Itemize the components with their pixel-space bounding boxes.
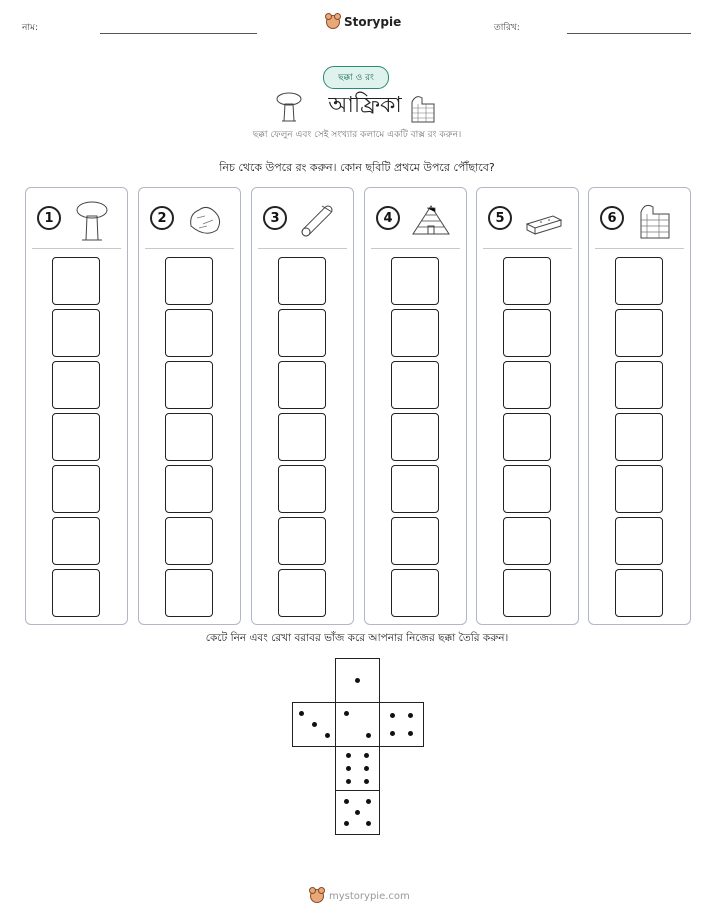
- date-label: তারিখ:: [494, 23, 520, 33]
- color-box[interactable]: [503, 517, 551, 565]
- column-header: [145, 198, 234, 249]
- column-number: 3: [263, 206, 287, 230]
- dice-face: [335, 790, 380, 835]
- stone-tower-icon: [406, 90, 440, 124]
- dice-face: [335, 658, 380, 703]
- dice-pip: [390, 713, 395, 718]
- column-header: [483, 198, 572, 249]
- color-box[interactable]: [52, 413, 100, 461]
- dice-face: [335, 702, 380, 747]
- color-box[interactable]: [165, 257, 213, 305]
- pyramid-icon: [411, 198, 451, 242]
- activity-tag: ছক্কা ও রং: [323, 66, 389, 89]
- column-number: 2: [150, 206, 174, 230]
- rock-icon: [185, 198, 225, 242]
- color-box[interactable]: [503, 361, 551, 409]
- color-box[interactable]: [278, 413, 326, 461]
- dice-pip: [408, 713, 413, 718]
- column-number: 1: [37, 206, 61, 230]
- dice-pip: [408, 731, 413, 736]
- footer: [310, 889, 410, 903]
- dice-pip: [299, 711, 304, 716]
- dice-pip: [355, 678, 360, 683]
- brick-icon: [523, 198, 563, 242]
- color-box[interactable]: [615, 309, 663, 357]
- color-box[interactable]: [391, 257, 439, 305]
- column-5: [476, 187, 579, 625]
- color-box[interactable]: [165, 517, 213, 565]
- color-box[interactable]: [278, 257, 326, 305]
- color-box[interactable]: [278, 361, 326, 409]
- color-box[interactable]: [503, 569, 551, 617]
- dice-face: [292, 702, 337, 747]
- column-6: [588, 187, 691, 625]
- color-box[interactable]: [278, 569, 326, 617]
- dice-pip: [346, 766, 351, 771]
- brand-name: Storypie: [344, 15, 402, 29]
- color-box[interactable]: [391, 465, 439, 513]
- column-number: 5: [488, 206, 512, 230]
- dice-pip: [364, 779, 369, 784]
- color-box[interactable]: [52, 465, 100, 513]
- dice-pip: [344, 799, 349, 804]
- dice-pip: [390, 731, 395, 736]
- color-box[interactable]: [615, 465, 663, 513]
- color-box[interactable]: [52, 569, 100, 617]
- instruction: নিচ থেকে উপরে রং করুন। কোন ছবিটি প্রথমে উপরে পৌঁছাবে?: [219, 161, 495, 174]
- color-box[interactable]: [391, 361, 439, 409]
- name-line[interactable]: [100, 33, 257, 34]
- color-box[interactable]: [503, 465, 551, 513]
- dice-pip: [346, 779, 351, 784]
- column-header: [258, 198, 347, 249]
- dice-pip: [364, 753, 369, 758]
- color-box[interactable]: [278, 517, 326, 565]
- color-box[interactable]: [391, 309, 439, 357]
- color-box[interactable]: [52, 361, 100, 409]
- color-box[interactable]: [278, 309, 326, 357]
- column-number: 4: [376, 206, 400, 230]
- dice-face: [335, 746, 380, 791]
- dice-pip: [366, 799, 371, 804]
- color-box[interactable]: [165, 309, 213, 357]
- dice-pip: [355, 810, 360, 815]
- color-box[interactable]: [165, 465, 213, 513]
- color-box[interactable]: [615, 361, 663, 409]
- column-4: [364, 187, 467, 625]
- cut-instruction: কেটে নিন এবং রেখা বরাবর ভাঁজ করে আপনার নিজের ছক্কা তৈরি করুন।: [205, 632, 509, 644]
- color-box[interactable]: [165, 361, 213, 409]
- dice-pip: [366, 821, 371, 826]
- color-box[interactable]: [615, 413, 663, 461]
- color-box[interactable]: [165, 413, 213, 461]
- color-box[interactable]: [391, 413, 439, 461]
- color-box[interactable]: [391, 569, 439, 617]
- dice-pip: [312, 722, 317, 727]
- column-1: [25, 187, 128, 625]
- column-number: 6: [600, 206, 624, 230]
- name-label: নাম:: [22, 23, 39, 33]
- column-header: [595, 198, 684, 249]
- bear-logo-icon: [310, 889, 324, 903]
- column-3: [251, 187, 354, 625]
- baobab-tree-icon: [272, 90, 306, 124]
- color-box[interactable]: [52, 309, 100, 357]
- column-header: [32, 198, 121, 249]
- dice-pip: [344, 821, 349, 826]
- column-header: [371, 198, 460, 249]
- color-box[interactable]: [52, 257, 100, 305]
- dice-pip: [366, 733, 371, 738]
- subtitle: ছক্কা ফেলুন এবং সেই সংখ্যার কলামে একটি বাক্স রং করুন।: [252, 130, 462, 140]
- color-box[interactable]: [165, 569, 213, 617]
- dice-pip: [325, 733, 330, 738]
- baobab-tree-icon: [72, 198, 112, 242]
- date-line[interactable]: [567, 33, 691, 34]
- color-box[interactable]: [52, 517, 100, 565]
- brand-logo: [326, 15, 401, 29]
- dice-pip: [364, 766, 369, 771]
- dice-pip: [344, 711, 349, 716]
- scroll-icon: [298, 198, 338, 242]
- dice-face: [379, 702, 424, 747]
- color-box[interactable]: [503, 257, 551, 305]
- color-box[interactable]: [615, 517, 663, 565]
- footer-url[interactable]: mystorypie.com: [329, 890, 410, 902]
- color-box[interactable]: [615, 569, 663, 617]
- color-box[interactable]: [278, 465, 326, 513]
- color-box[interactable]: [503, 309, 551, 357]
- dice-pip: [346, 753, 351, 758]
- bear-logo-icon: [326, 15, 340, 29]
- page-title: আফ্রিকা: [328, 93, 402, 118]
- color-box[interactable]: [391, 517, 439, 565]
- stone-tower-icon: [635, 198, 675, 242]
- color-box[interactable]: [503, 413, 551, 461]
- column-2: [138, 187, 241, 625]
- color-box[interactable]: [615, 257, 663, 305]
